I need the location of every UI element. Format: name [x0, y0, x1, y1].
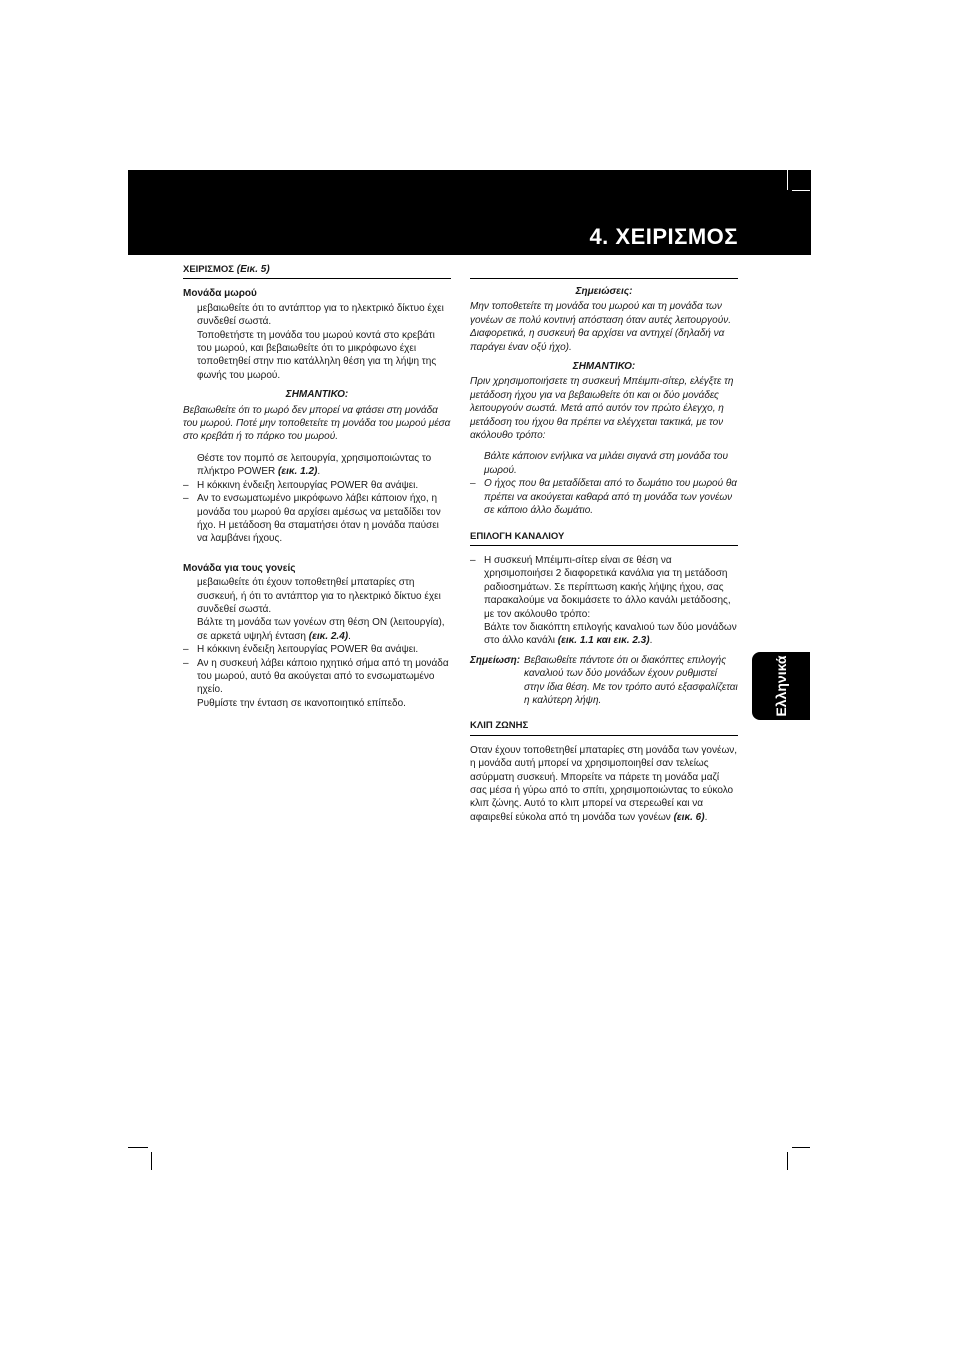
important-text-right: Πριν χρησιμοποιήσετε τη συσκευή Μπέιμπι-σίτερ, ελέγξτε τη μετάδοση ήχου για να βεβαιωθείτε ότι και οι δύο μονάδες λειτουργούν σωστά. Μετά από αυτόν τον πρώτο έλεγχο, η μετάδοση του ήχου θα πρέπει να ελέγχεται τακτικά, με τον ακόλουθο τρόπο: [470, 376, 734, 442]
crop-mark [128, 1147, 148, 1148]
section-header-operation [183, 263, 451, 279]
baby-unit-p1: μεβαιωθείτε ότι το αντάπτορ για το ηλεκτρικό δίκτυο έχει συνδεθεί σωστά. [197, 302, 444, 328]
page-title: 4. ΧΕΙΡΙΣΜΟΣ [589, 224, 738, 249]
section-header-channel [470, 530, 738, 546]
crop-mark [787, 1152, 788, 1170]
section-header-clip [470, 719, 738, 735]
section-title: ΧΕΙΡΙΣΜΟΣ [183, 264, 234, 275]
parent-unit-heading: Μονάδα για τους γονείς [183, 562, 296, 574]
notes-label: Σημειώσεις: [575, 286, 633, 297]
right-column [470, 278, 738, 824]
check-dash: – Ο ήχος που θα μεταδίδεται από το δωμάτιο του μωρού θα πρέπει να ακούγεται καθαρά από τη μονάδα των γονέων σε κάποιο άλλο δωμάτιο. [470, 477, 738, 517]
parent-unit-dash2: – Αν η συσκευή λάβει κάποιο ηχητικό σήμα από τη μονάδα του μωρού, αυτό θα ακούγεται από το ενσωματωμένο ηχείο. [183, 657, 451, 697]
important-text: Βεβαιωθείτε ότι το μωρό δεν μπορεί να φτάσει στη μονάδα του μωρού. Ποτέ μην τοποθετείτε τη μονάδα του μωρού μέσα στο κρεβάτι ή το πάρκο του μωρού. [183, 404, 451, 443]
left-column [183, 263, 451, 710]
clip-text: Οταν έχουν τοποθετηθεί μπαταρίες στη μονάδα των γονέων, η μονάδα αυτή μπορεί να χρησιμοποιηθεί σαν τελείως ασύρματη συσκευή. Μπορείτε να πάρετε τη μονάδα μαζί σας μέσα ή γύρω από το σπίτι, χρησιμοποιώντας το εύκολο κλιπ ζώνης. Αυτό το κλιπ μπορεί να στερεωθεί και να αφαιρεθεί εύκολα από τη μονάδα των γονέων (εικ. 6). [470, 744, 738, 823]
channel-note-label: Σημείωση: [470, 654, 521, 666]
language-tab [752, 652, 810, 720]
important-label: ΣΗΜΑΝΤΙΚΟ: [285, 389, 349, 401]
crop-mark [151, 1152, 152, 1170]
channel-p: Βάλτε τον διακόπτη επιλογής καναλιού των δύο μονάδων στο άλλο κανάλι (εικ. 1.1 και εικ. 2.3). [484, 621, 737, 647]
section-ref: (Εικ. 5) [236, 264, 270, 275]
channel-title: ΕΠΙΛΟΓΗ ΚΑΝΑΛΙΟΥ [470, 530, 565, 542]
check-text: Βάλτε κάποιον ενήλικα να μιλάει σιγανά στη μονάδα του μωρού. [484, 451, 728, 476]
crop-mark [787, 170, 788, 190]
parent-unit-dash1: – Η κόκκινη ένδειξη λειτουργίας POWER θα ανάψει. [183, 643, 451, 656]
clip-title: ΚΛΙΠ ΖΩΝΗΣ [470, 720, 529, 732]
parent-unit-p3: Ρυθμίστε την ένταση σε ικανοποιητικό επίπεδο. [197, 697, 406, 709]
baby-unit-p3: Θέστε τον πομπό σε λειτουργία, χρησιμοποιώντας το πλήκτρο POWER (εικ. 1.2). [197, 452, 432, 478]
baby-unit-dash2: – Αν το ενσωματωμένο μικρόφωνο λάβει κάποιον ήχο, η μονάδα του μωρού θα αρχίσει αμέσως να μεταδίδει τον ήχο. Η μετάδοση θα σταματήσει όταν η μονάδα παύσει να λαμβάνει ήχους. [183, 492, 451, 546]
crop-mark [792, 190, 810, 191]
important-label-right: ΣΗΜΑΝΤΙΚΟ: [572, 361, 636, 373]
baby-unit-p2: Τοποθετήστε τη μονάδα του μωρού κοντά στο κρεβάτι του μωρού, και βεβαιωθείτε ότι το μικρόφωνο έχει τοποθετηθεί στην πιο κατάλληλη θέση για τη λήψη της φωνής του μωρού. [197, 329, 437, 381]
channel-note-text: Βεβαιωθείτε πάντοτε ότι οι διακόπτες επιλογής καναλιού των δύο μονάδων έχουν ρυθμιστεί στην ίδια θέση. Με τον τρόπο αυτό εξασφαλίζεται η καλύτερη λήψη. [524, 654, 738, 706]
channel-note [470, 654, 738, 708]
baby-unit-dash1: – Η κόκκινη ένδειξη λειτουργίας POWER θα ανάψει. [183, 479, 451, 492]
parent-unit-p1: μεβαιωθείτε ότι έχουν τοποθετηθεί μπαταρίες στη συσκευή, ή ότι το αντάπτορ για το ηλεκτρικό δίκτυο έχει συνδεθεί σωστά. [197, 577, 441, 615]
channel-dash: – Η συσκευή Μπέιμπι-σίτερ είναι σε θέση να χρησιμοποιήσει 2 διαφορετικά κανάλια για τη μετάδοση ραδιοσημάτων. Σε περίπτωση κακής λήψης ήχου, σας παρακαλούμε να δοκιμάσετε το άλλο κανάλι μετάδοσης, με τον ακόλουθο τρόπο: [470, 554, 738, 621]
crop-mark [792, 1147, 810, 1148]
notes-text: Μην τοποθετείτε τη μονάδα του μωρού και τη μονάδα των γονέων σε πολύ κοντινή απόσταση όταν αυτές λειτουργούν. Διαφορετικά, η συσκευή θα αρχίσει να αντηχεί (δηλαδή να παράγει έναν οξύ ήχο). [470, 301, 732, 353]
baby-unit-heading: Μονάδα μωρού [183, 288, 257, 300]
parent-unit-p2: Βάλτε τη μονάδα των γονέων στη θέση ON (λειτουργία), σε αρκετά υψηλή ένταση (εικ. 2.4). [197, 617, 445, 642]
language-label: Ελληνικά [773, 655, 789, 717]
